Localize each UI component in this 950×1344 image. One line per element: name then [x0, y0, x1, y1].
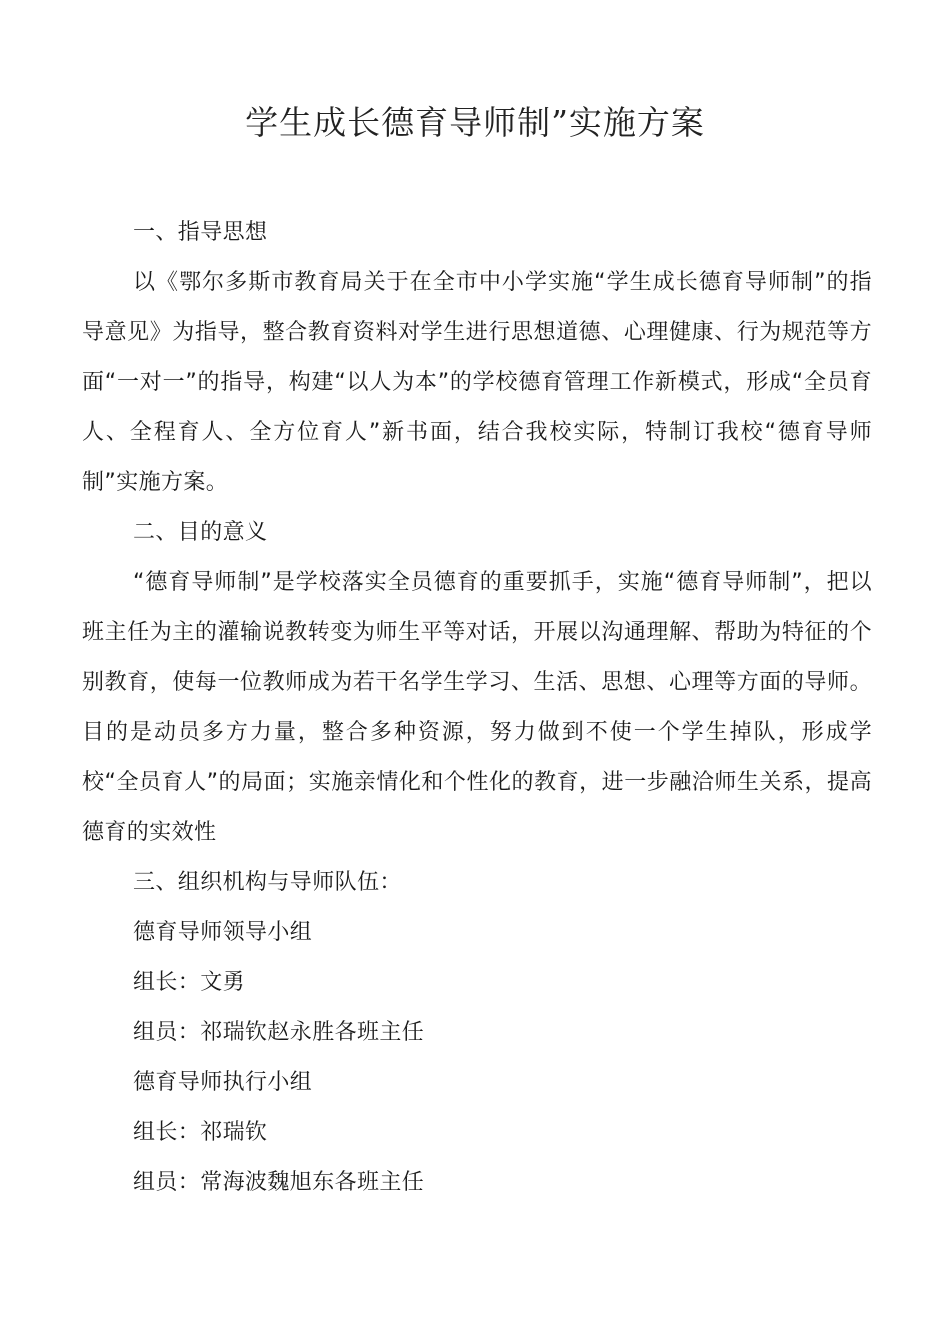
document-body: [82, 208, 872, 1208]
executive-group-members: 组员：常海波魏旭东各班主任: [133, 1170, 425, 1195]
executive-group-leader: 组长：祁瑞钦: [133, 1120, 268, 1145]
section-paragraph-purpose: “德育导师制”是学校落实全员德育的重要抓手，实施“德育导师制”，把以班主任为主的灌输说教转变为师生平等对话，开展以沟通理解、帮助为特征的个别教育，使每一位教师成为若干名学生学习、生活、思想、心理等方面的导师。目的是动员多方力量，整合多种资源，努力做到不使一个学生掉队，形成学校“全员育人”的局面；实施亲情化和个性化的教育，进一步融洽师生关系，提高德育的实效性: [82, 570, 872, 845]
leading-group-members: 组员：祁瑞钦赵永胜各班主任: [133, 1020, 425, 1045]
section-heading-purpose: 二、目的意义: [133, 520, 268, 545]
section-paragraph-guiding-ideology: 以《鄂尔多斯市教育局关于在全市中小学实施“学生成长德育导师制”的指导意见》为指导，整合教育资料对学生进行思想道德、心理健康、行为规范等方面“一对一”的指导，构建“以人为本”的学校德育管理工作新模式，形成“全员育人、全程育人、全方位育人”新书面，结合我校实际，特制订我校“德育导师制”实施方案。: [82, 270, 872, 495]
section-heading-guiding-ideology: 一、指导思想: [133, 220, 268, 245]
executive-group-name: 德育导师执行小组: [133, 1070, 313, 1095]
section-heading-organization: 三、组织机构与导师队伍：: [133, 870, 402, 895]
document-title: 学生成长德育导师制”实施方案: [245, 103, 705, 142]
leading-group-leader: 组长：文勇: [133, 970, 246, 995]
leading-group-name: 德育导师领导小组: [133, 920, 313, 945]
